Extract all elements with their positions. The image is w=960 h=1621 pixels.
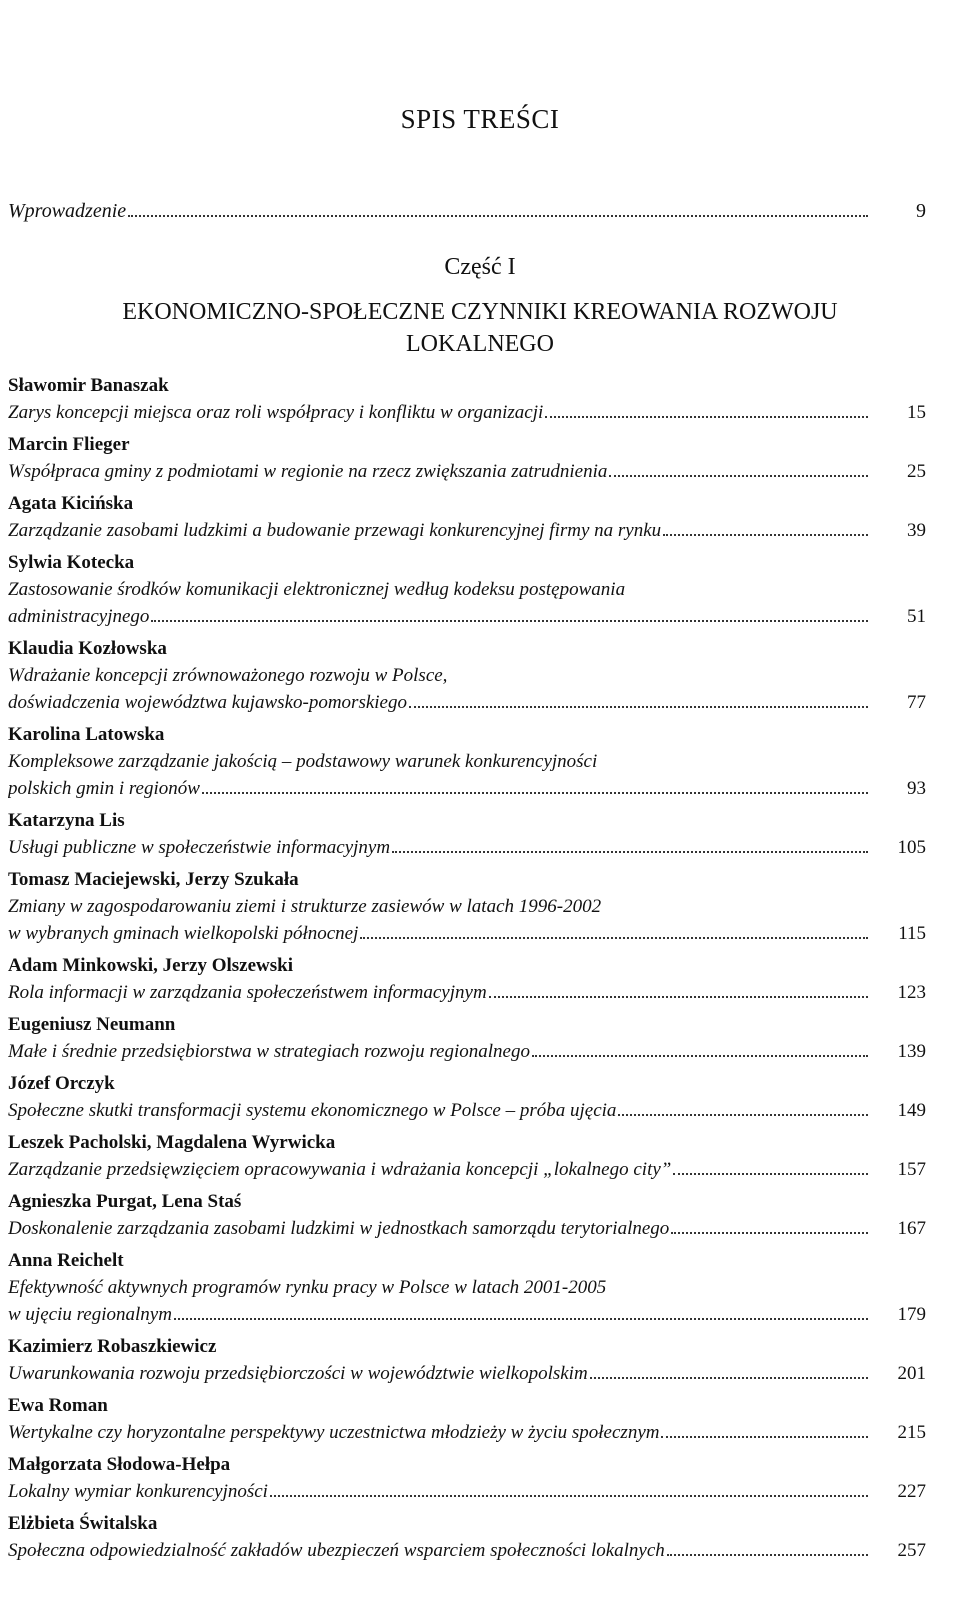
page-title: SPIS TREŚCI [400,104,560,134]
dot-leader [663,534,868,536]
entry-page-number: 139 [897,1041,926,1062]
toc-entry[interactable] [8,952,926,1006]
entry-title-line: Kompleksowe zarządzanie jakością – podstawowy warunek konkurencyjności [8,751,598,772]
introduction-entry[interactable] [8,200,926,223]
entry-author: Karolina Latowska [8,724,165,745]
dot-leader [532,1055,868,1057]
entry-page-number: 25 [907,461,926,482]
toc-entry[interactable] [8,549,926,630]
entry-page-number: 215 [897,1422,926,1443]
toc-entry[interactable] [8,1070,926,1124]
entry-title-text: polskich gmin i regionów [8,778,200,799]
part-title [20,296,940,360]
dot-leader [128,215,868,217]
entry-author: Józef Orczyk [8,1073,115,1094]
entry-author: Leszek Pacholski, Magdalena Wyrwicka [8,1132,336,1153]
entry-title-text: doświadczenia województwa kujawsko-pomorskiego [8,692,407,713]
part-title-line: LOKALNEGO [406,331,554,357]
entry-page-number: 157 [897,1159,926,1180]
entry-title-text: administracyjnego [8,606,150,627]
toc-entry[interactable] [8,866,926,947]
entry-author: Adam Minkowski, Jerzy Olszewski [8,955,293,976]
toc-entry[interactable] [8,1188,926,1242]
dot-leader [270,1495,868,1497]
entry-title-text: Zarys koncepcji miejsca oraz roli współpracy i konfliktu w organizacji [8,402,544,423]
entry-author: Eugeniusz Neumann [8,1014,176,1035]
dot-leader [609,475,868,477]
entry-title-line [8,458,926,485]
entry-title-line [8,920,926,947]
toc-entry[interactable] [8,1451,926,1505]
dot-leader [673,1173,868,1175]
entry-author: Anna Reichelt [8,1250,124,1271]
entry-author: Sylwia Kotecka [8,552,135,573]
entry-title-line: Wdrażanie koncepcji zrównoważonego rozwoju w Polsce, [8,665,448,686]
entry-author: Marcin Flieger [8,434,130,455]
toc-entry[interactable] [8,372,926,426]
entry-page-number: 179 [897,1304,926,1325]
entry-author: Ewa Roman [8,1395,108,1416]
entry-title-text: Małe i średnie przedsiębiorstwa w strategiach rozwoju regionalnego [8,1041,530,1062]
entry-title-text: Doskonalenie zarządzania zasobami ludzkimi w jednostkach samorządu terytorialnego [8,1218,670,1239]
dot-leader [618,1114,868,1116]
entry-author: Agata Kicińska [8,493,134,514]
dot-leader [409,706,868,708]
entry-title-text: w wybranych gminach wielkopolski północnej [8,923,359,944]
toc-entry[interactable] [8,490,926,544]
toc-entry[interactable] [8,1510,926,1564]
part-title-line: EKONOMICZNO-SPOŁECZNE CZYNNIKI KREOWANIA ROZWOJU [122,299,838,325]
toc-entry[interactable] [8,635,926,716]
entry-title-line [8,517,926,544]
entry-title-line [8,1301,926,1328]
entry-author: Sławomir Banaszak [8,375,169,396]
entry-title-text: Lokalny wymiar konkurencyjności [8,1481,268,1502]
entry-title-text: Wertykalne czy horyzontalne perspektywy uczestnictwa młodzieży w życiu społecznym [8,1422,660,1443]
toc-entries [8,372,926,1569]
toc-entry[interactable] [8,1333,926,1387]
entry-title-line: Zastosowanie środków komunikacji elektronicznej według kodeksu postępowania [8,579,626,600]
toc-entry[interactable] [8,1247,926,1328]
entry-title-line [8,1537,926,1564]
entry-page-number: 123 [897,982,926,1003]
dot-leader [671,1232,868,1234]
dot-leader [545,416,868,418]
entry-page-number: 77 [907,692,926,713]
dot-leader [489,996,868,998]
entry-page-number: 115 [898,923,926,944]
entry-title-text: Rola informacji w zarządzania społeczeństwem informacyjnym [8,982,487,1003]
entry-page-number: 227 [897,1481,926,1502]
introduction-title: Wprowadzenie [8,200,127,222]
toc-entry[interactable] [8,1011,926,1065]
entry-title-text: Uwarunkowania rozwoju przedsiębiorczości w województwie wielkopolskim [8,1363,588,1384]
entry-title-text: Społeczna odpowiedzialność zakładów ubezpieczeń wsparciem społeczności lokalnych [8,1540,665,1561]
dot-leader [174,1318,868,1320]
entry-page-number: 51 [907,606,926,627]
entry-title-line [8,1478,926,1505]
entry-title-line: Efektywność aktywnych programów rynku pracy w Polsce w latach 2001-2005 [8,1277,607,1298]
toc-entry[interactable] [8,431,926,485]
entry-title-line: Zmiany w zagospodarowaniu ziemi i strukturze zasiewów w latach 1996-2002 [8,896,602,917]
dot-leader [151,620,868,622]
dot-leader [590,1377,868,1379]
toc-entry[interactable] [8,1392,926,1446]
entry-title-text: Zarządzanie przedsięwzięciem opracowywania i wdrażania koncepcji „lokalnego city” [8,1159,672,1180]
entry-author: Klaudia Kozłowska [8,638,167,659]
entry-title-line [8,775,926,802]
entry-author: Kazimierz Robaszkiewicz [8,1336,217,1357]
entry-title-line [8,1156,926,1183]
entry-title-text: w ujęciu regionalnym [8,1304,172,1325]
introduction-page-number: 9 [916,200,926,222]
dot-leader [661,1436,868,1438]
toc-entry[interactable] [8,807,926,861]
entry-author: Katarzyna Lis [8,810,125,831]
entry-title-line [8,1097,926,1124]
dot-leader [360,937,868,939]
entry-title-text: Współpraca gminy z podmiotami w regionie na rzecz zwiększania zatrudnienia [8,461,608,482]
entry-title-line [8,689,926,716]
entry-page-number: 105 [897,837,926,858]
entry-page-number: 257 [897,1540,926,1561]
entry-title-line [8,1360,926,1387]
dot-leader [667,1554,868,1556]
entry-title-line [8,979,926,1006]
entry-page-number: 167 [897,1218,926,1239]
part-label: Część I [444,254,516,280]
toc-entry[interactable] [8,721,926,802]
entry-title-line [8,1215,926,1242]
entry-title-text: Usługi publiczne w społeczeństwie informacyjnym [8,837,391,858]
entry-title-line [8,1038,926,1065]
entry-title-line [8,1419,926,1446]
entry-author: Elżbieta Świtalska [8,1513,158,1534]
entry-page-number: 15 [907,402,926,423]
entry-author: Agnieszka Purgat, Lena Staś [8,1191,242,1212]
entry-page-number: 39 [907,520,926,541]
entry-author: Tomasz Maciejewski, Jerzy Szukała [8,869,299,890]
entry-page-number: 149 [897,1100,926,1121]
entry-title-line [8,834,926,861]
entry-page-number: 93 [907,778,926,799]
entry-title-text: Zarządzanie zasobami ludzkimi a budowanie przewagi konkurencyjnej firmy na rynku [8,520,662,541]
dot-leader [202,792,868,794]
toc-entry[interactable] [8,1129,926,1183]
entry-page-number: 201 [897,1363,926,1384]
entry-title-line [8,399,926,426]
dot-leader [392,851,868,853]
entry-title-line [8,603,926,630]
entry-title-text: Społeczne skutki transformacji systemu ekonomicznego w Polsce – próba ujęcia [8,1100,617,1121]
entry-author: Małgorzata Słodowa-Hełpa [8,1454,231,1475]
